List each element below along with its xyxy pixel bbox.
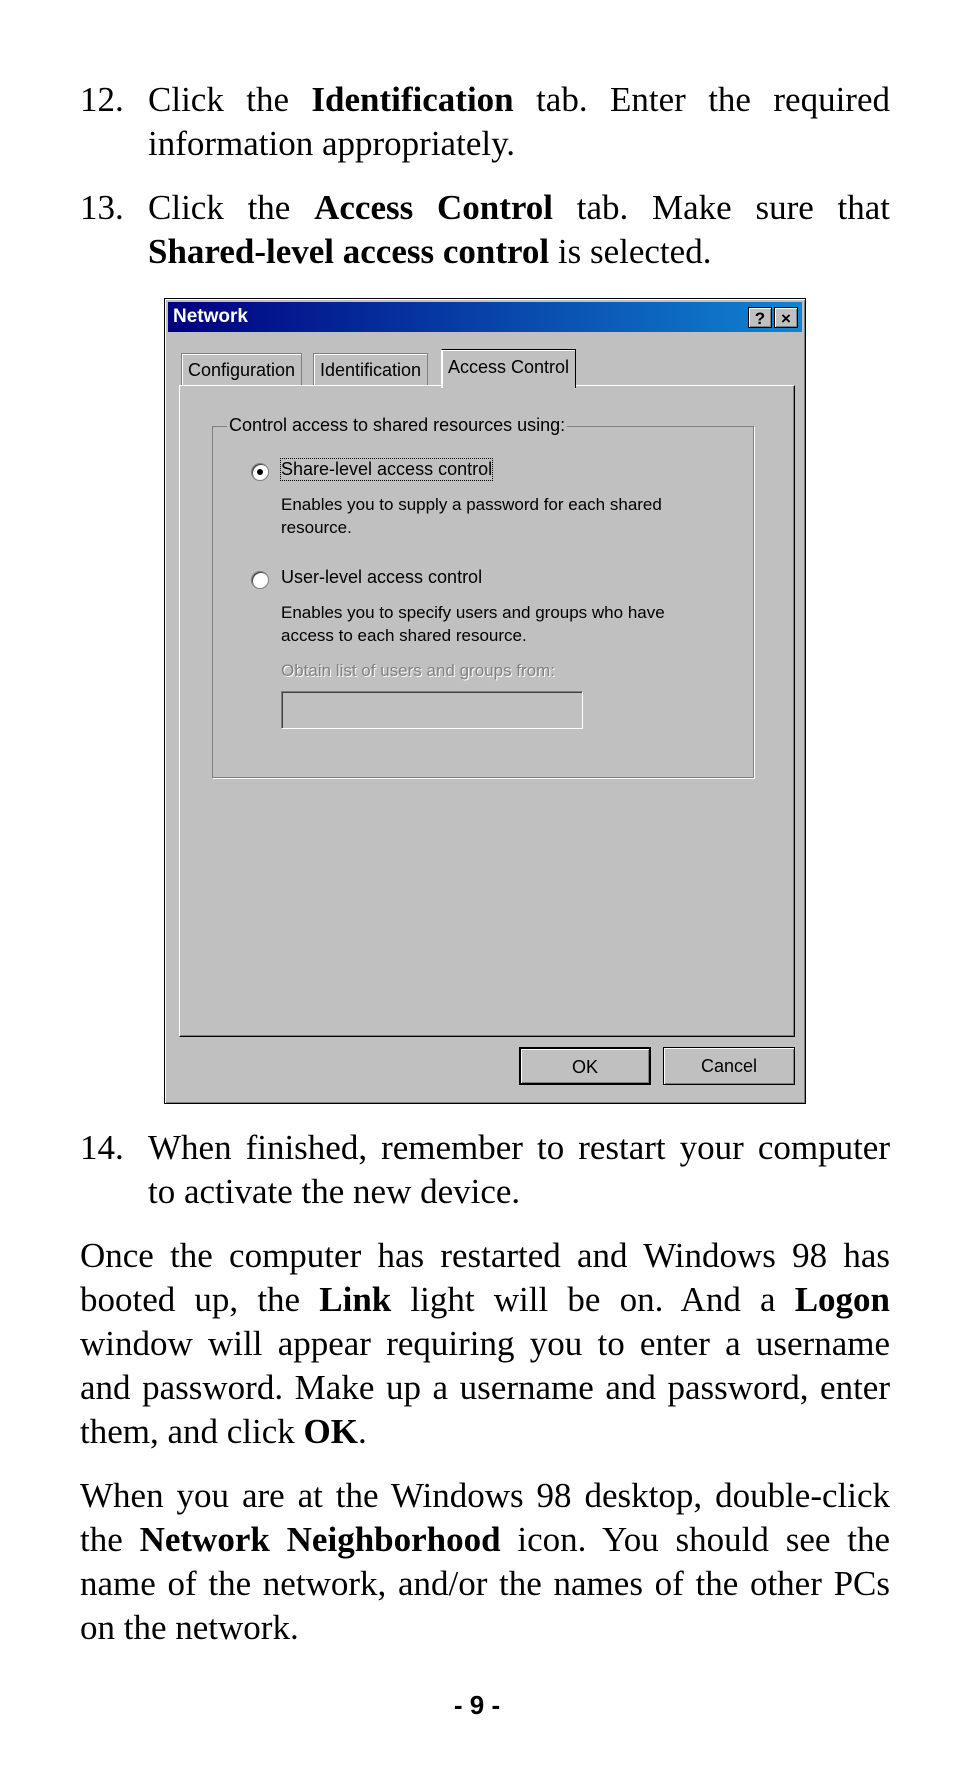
tab-identification[interactable]: Identification [313,353,428,386]
step-text [148,186,890,274]
network-dialog [164,298,806,1104]
para-0-run-0: Once the computer has restarted and Windows 98 has booted up, the [80,1236,890,1319]
para-0-run-5: OK [303,1412,358,1451]
step-number: 12. [80,80,124,119]
obtain-list-label: Obtain list of users and groups from: [281,661,556,680]
share-level-radio[interactable] [251,463,269,481]
dialog-title: Network [173,306,248,327]
step-1-run-2: tab. Make sure that [553,188,890,227]
step-text [148,78,890,166]
share-level-label[interactable]: Share-level access control [281,459,493,479]
share-level-description: Enables you to supply a password for each shared resource. [281,495,662,537]
step-0-run-1: Identification [311,80,514,119]
close-button[interactable] [774,307,798,328]
step-1-run-0: Click the [148,188,315,227]
group-label: Control access to shared resources using: [229,415,566,435]
step-0-run-2: tab. Enter the required information appropriately. [148,80,890,163]
step-1-run-3: Shared-level access control [148,232,550,271]
paragraph [80,1474,890,1650]
para-1-run-1: Network Neighborhood [139,1520,501,1559]
steps-top [80,78,890,274]
radio-selected-dot [257,469,263,475]
help-button[interactable]: ? [748,307,772,328]
tab-panel [179,385,795,1037]
tab-configuration[interactable]: Configuration [181,353,302,386]
para-0-run-4: window will appear requiring you to enter a username and password. Make up a username and password, enter them, and click [80,1324,890,1451]
para-1-run-0: When you are at the Windows 98 desktop, double-click the [80,1476,890,1559]
step-1-run-4: is selected. [549,232,712,271]
step-1-run-1: Access Control [314,188,553,227]
step-0-run-0: Click the [148,80,312,119]
step-text [148,1126,890,1214]
cancel-button[interactable]: Cancel [663,1047,795,1085]
step-item [80,78,890,166]
ok-button[interactable]: OK [519,1047,651,1085]
para-0-run-6: . [358,1412,367,1451]
obtain-list-input[interactable] [281,691,583,729]
para-0-run-2: light will be on. And a [391,1280,795,1319]
access-control-groupbox [212,415,754,778]
tab-access-control[interactable]: Access Control [441,349,576,388]
step-number: 13. [80,188,124,227]
close-icon: × [781,309,791,328]
para-1-run-2: icon. You should see the name of the network, and/or the names of the other PCs on the network. [80,1520,890,1647]
step-0-run-0: When finished, remember to restart your computer to activate the new device. [148,1128,890,1211]
document-body [80,78,890,294]
step-item [80,186,890,274]
step-number: 14. [80,1128,124,1167]
paragraphs [80,1234,890,1650]
steps-bottom [80,1126,890,1214]
page-number: - 9 - [453,1690,501,1720]
user-level-radio[interactable] [251,571,269,589]
user-level-description: Enables you to specify users and groups who have access to each shared resource. [281,603,665,645]
para-0-run-3: Logon [794,1280,890,1319]
para-0-run-1: Link [319,1280,392,1319]
user-level-label[interactable]: User-level access control [281,567,483,587]
step-item [80,1126,890,1214]
document-body-lower [80,1126,890,1670]
paragraph [80,1234,890,1454]
dialog-titlebar [168,302,802,332]
